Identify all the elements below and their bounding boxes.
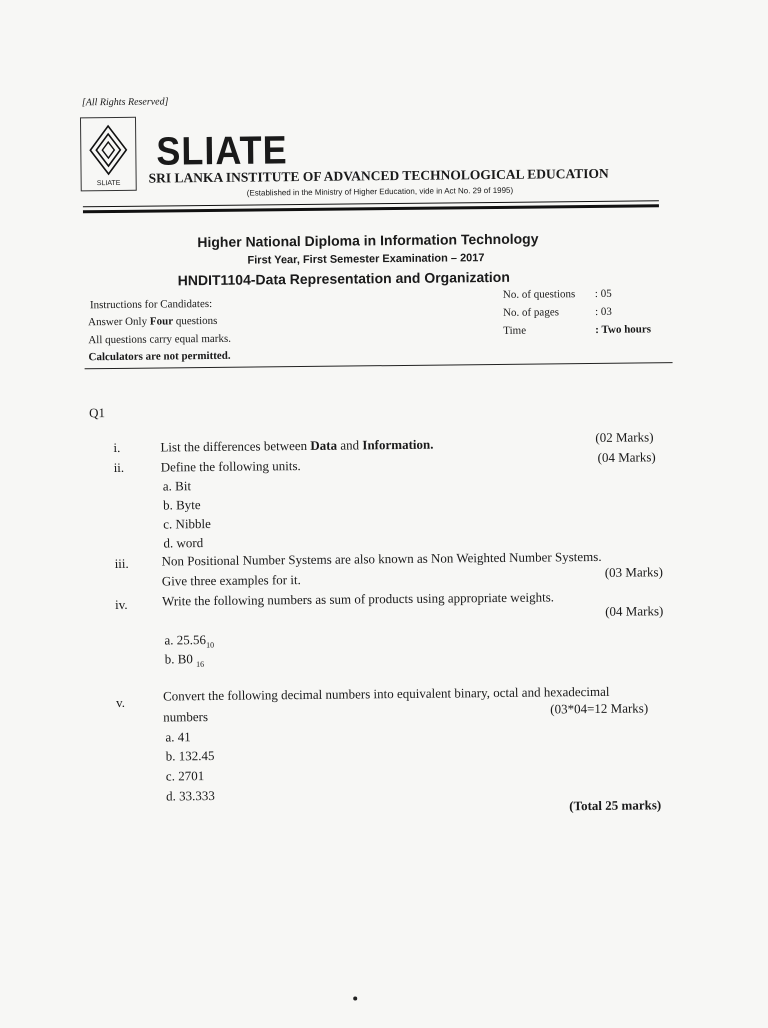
instruction-line-1 (88, 315, 217, 328)
item-iv-sub-a-base: 10 (205, 640, 215, 650)
instruction-line-3: Calculators are not permitted. (88, 349, 231, 364)
instructions-rule (85, 362, 673, 369)
instruction-prefix: Answer Only (88, 315, 150, 329)
item-v-text-1: Convert the following decimal numbers into equivalent binary, octal and hexadecimal (162, 683, 610, 704)
item-iii-numeral: iii. (114, 555, 129, 571)
item-v-sub-a: a. 41 (165, 729, 191, 745)
item-iv-text: Write the following numbers as sum of products using appropriate weights. (161, 589, 555, 609)
item-i-information: Information. (362, 436, 434, 453)
brand-name: SLIATE (156, 127, 288, 174)
item-v-sub-b: b. 132.45 (165, 747, 215, 764)
item-iv-numeral: iv. (115, 596, 128, 612)
program-title: Higher National Diploma in Information Technology (197, 230, 539, 251)
instruction-line-2: All questions carry equal marks. (88, 332, 232, 347)
item-v-sub-d: d. 33.333 (166, 787, 215, 804)
item-v-text-2: numbers (163, 709, 209, 725)
item-ii-sub-c: c. Nibble (163, 515, 211, 532)
rights-notice: [All Rights Reserved] (81, 96, 169, 109)
item-iv-sub-b (165, 651, 205, 669)
instructions-title: Instructions for Candidates: (89, 297, 213, 312)
item-i-marks: (02 Marks) (595, 429, 654, 445)
institute-logo (80, 117, 137, 192)
established-note: (Established in the Ministry of Higher Education, vide in Act No. 29 of 1995) (246, 185, 514, 198)
item-iv-sub-b-value: b. B0 (164, 651, 197, 667)
item-v-numeral: v. (116, 694, 126, 710)
exam-session: First Year, First Semester Examination – 2017 (247, 252, 485, 267)
diamond-logo-icon (88, 124, 129, 176)
question-number: Q1 (88, 405, 106, 421)
item-ii-marks: (04 Marks) (597, 449, 656, 465)
item-ii-numeral: ii. (113, 459, 125, 475)
time-label: Time (503, 324, 527, 337)
item-iii-text-2: Give three examples for it. (161, 572, 301, 589)
course-title: HNDIT1104-Data Representation and Organization (177, 268, 510, 289)
item-v-sub-c: c. 2701 (165, 768, 205, 784)
scan-speck (353, 996, 357, 1000)
item-iv-marks: (04 Marks) (605, 603, 664, 619)
item-ii-text: Define the following units. (160, 458, 301, 475)
time-value: : Two hours (595, 323, 652, 336)
item-i-numeral: i. (113, 439, 121, 455)
item-iii-text-1: Non Positional Number Systems are also known as Non Weighted Number Systems. (161, 548, 602, 569)
instruction-suffix: questions (173, 314, 218, 328)
item-ii-sub-a: a. Bit (162, 478, 192, 494)
questions-value: : 05 (594, 287, 612, 300)
item-i-text (160, 437, 433, 456)
pages-value: : 03 (594, 305, 612, 318)
item-i-mid: and (336, 437, 363, 453)
item-iv-sub-b-base: 16 (196, 659, 205, 669)
item-ii-sub-d: d. word (163, 535, 204, 551)
item-i-prefix: List the differences between (160, 437, 311, 455)
item-iv-sub-a-value: a. 25.56 (164, 632, 207, 648)
logo-caption: SLIATE (96, 179, 121, 188)
item-i-data: Data (310, 437, 338, 453)
item-v-marks: (03*04=12 Marks) (550, 700, 649, 717)
item-ii-sub-b: b. Byte (162, 497, 201, 513)
item-iii-marks: (03 Marks) (604, 564, 663, 580)
instruction-bold: Four (149, 315, 174, 328)
questions-label: No. of questions (502, 288, 576, 301)
pages-label: No. of pages (502, 306, 560, 319)
total-marks: (Total 25 marks) (569, 797, 662, 814)
institute-name: SRI LANKA INSTITUTE OF ADVANCED TECHNOLOGICAL EDUCATION (148, 165, 609, 186)
item-iv-sub-a (164, 632, 214, 650)
